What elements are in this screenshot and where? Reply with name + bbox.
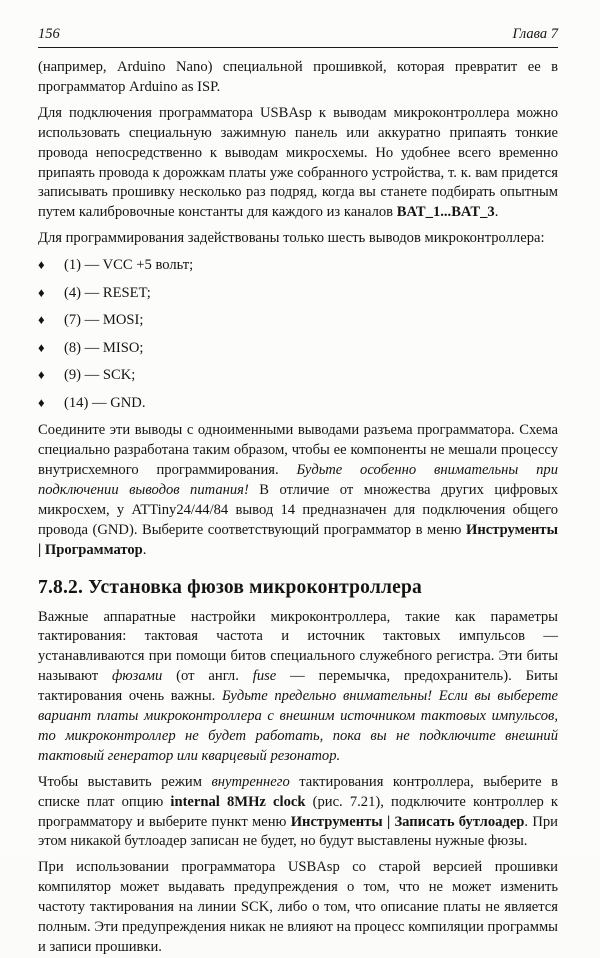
paragraph-fuses xyxy=(38,608,558,767)
paragraph-intro xyxy=(38,58,558,98)
text-run: fuse xyxy=(252,668,277,685)
text-run: фюзами xyxy=(112,668,163,685)
pin-list-item xyxy=(38,365,558,386)
chapter-label: Глава 7 xyxy=(512,26,558,42)
diamond-bullet-icon: ♦ xyxy=(38,284,45,300)
paragraph-usbasp-warnings xyxy=(38,858,558,958)
text-run: . При этом никакой бутлоадер записан не будет, но будут выставлены нужные фюзы. xyxy=(38,813,558,850)
text-run: Будьте предельно внимательны! Если вы выберете вариант платы микроконтроллера с внешним источником тактовых импульсов, то микроконтроллер не будет работать, пока вы не подключите внешний тактовый генератор или кварцевый резонатор. xyxy=(38,688,559,764)
text-run: Инструменты | Записать бутлоадер xyxy=(290,813,525,830)
text-run: Инструменты | Программатор xyxy=(38,521,558,558)
diamond-bullet-icon: ♦ xyxy=(38,339,45,355)
pin-list-item xyxy=(38,393,558,414)
text-run: Для подключения программатора USBAsp к выводам микроконтроллера можно использовать специальную зажимную панель или аккуратно припаять тонкие провода непосредственно к выводам микросхемы. Но удобнее всего временно припаять провода к дорожкам платы уже собранного устройства, т. к. вам придется записывать прошивку несколько раз подряд, когда вы станете подбирать опытным путем калибровочные константы для каждого из каналов xyxy=(38,104,558,221)
pin-list xyxy=(38,255,558,413)
text-run: — перемычка, предохранитель). Биты тактирования очень важны. xyxy=(38,668,558,705)
paragraph-internal-clock xyxy=(38,773,558,853)
pin-list-text: (1) — VCC +5 вольт; xyxy=(64,257,194,274)
pin-list-item xyxy=(38,255,558,276)
pin-list-text: (4) — RESET; xyxy=(64,284,151,301)
pin-list-item xyxy=(38,283,558,304)
text-run: (например, Arduino Nano) специальной прошивкой, которая превратит ее в программатор Arduino as ISP. xyxy=(38,59,558,95)
text-run: internal 8MHz clock xyxy=(170,793,306,810)
diamond-bullet-icon: ♦ xyxy=(38,257,45,273)
pin-list-text: (14) — GND. xyxy=(64,394,146,411)
diamond-bullet-icon: ♦ xyxy=(38,394,45,410)
text-run: . xyxy=(494,204,499,221)
text-run: Важные аппаратные настройки микроконтроллера, такие как параметры тактирования: тактовая частота и источник тактовых импульсов — устанавливаются при помощи битов специального служебного регистра. Эти биты называют xyxy=(38,608,558,685)
text-run: внутреннего xyxy=(211,773,290,790)
text-run: Соедините эти выводы с одноименными выводами разъема программатора. Схема специально разработана таким образом, чтобы ее компоненты не мешали процессу внутрисхемного программирования. xyxy=(38,422,558,478)
text-run: Для программирования задействованы только шесть выводов микроконтроллера: xyxy=(38,230,545,247)
pin-list-item xyxy=(38,310,558,331)
pin-list-text: (8) — MISO; xyxy=(64,339,144,356)
page-number: 156 xyxy=(38,26,60,42)
text-run: Будьте особенно внимательны при подключении выводов питания! xyxy=(38,461,559,498)
pin-list-text: (9) — SCK; xyxy=(64,367,136,384)
text-run: (от англ. xyxy=(162,668,253,685)
text-run: При использовании программатора USBAsp со старой версией прошивки компилятор может выдавать предупреждения о том, что не может изменить частоту тактирования на линии SCK, либо о том, что описание платы не является полным. Эти предупреждения никак не влияют на процесс компиляции программы и записи прошивки. xyxy=(38,859,558,955)
section-heading-782: 7.8.2. Установка фюзов микроконтроллера xyxy=(38,576,422,598)
running-head xyxy=(38,26,558,48)
diamond-bullet-icon: ♦ xyxy=(38,367,45,383)
text-run: . xyxy=(142,541,147,558)
text-run: (рис. 7.21), подключите контроллер к программатору и выберите пункт меню xyxy=(38,793,558,830)
text-run: тактирования контроллера, выберите в списке плат опцию xyxy=(38,773,558,810)
paragraph-connect-pins xyxy=(38,421,558,560)
text-run: BAT_1...BAT_3 xyxy=(396,204,495,221)
paragraph-six-pins xyxy=(38,229,558,249)
pin-list-text: (7) — MOSI; xyxy=(64,312,144,329)
paragraph-usbasp-connection xyxy=(38,104,558,223)
diamond-bullet-icon: ♦ xyxy=(38,312,45,328)
pin-list-item xyxy=(38,338,558,359)
text-run: В отличие от множества других цифровых микросхем, у ATTiny24/44/84 вывод 14 предназначен для подключения общего провода (GND). Выберите соответствующий программатор в меню xyxy=(38,481,558,538)
text-run: Чтобы выставить режим xyxy=(38,773,212,790)
